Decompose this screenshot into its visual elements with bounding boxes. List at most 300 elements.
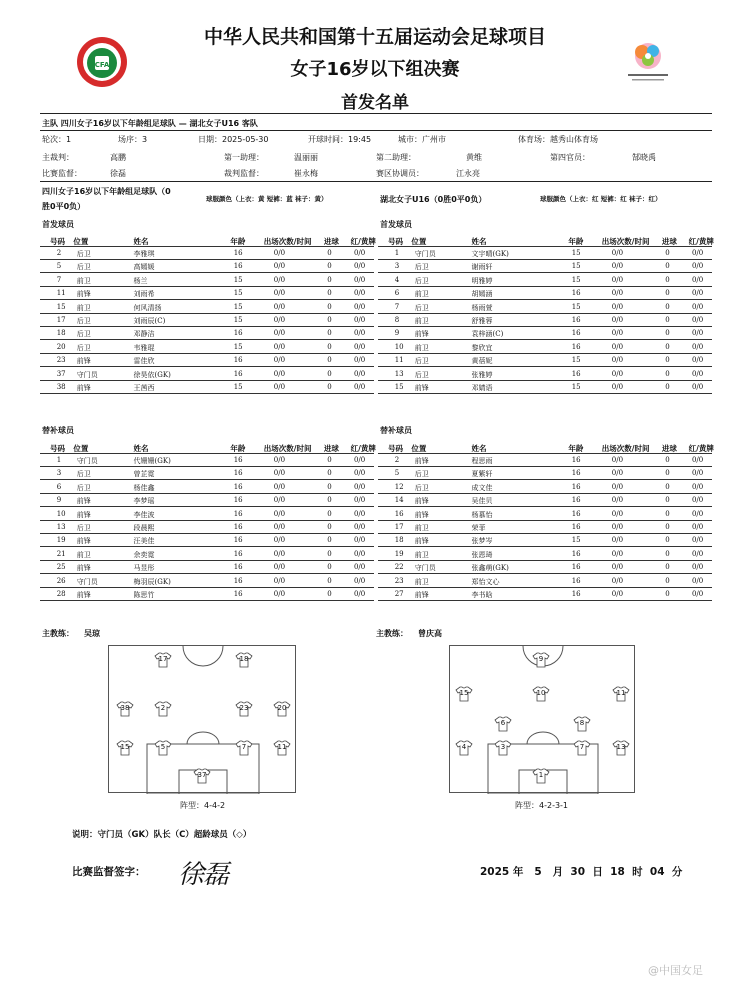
signature-handwriting: 徐磊 <box>178 860 229 890</box>
cell-no: 26 <box>56 576 66 585</box>
fourth-label: 第四官员： <box>550 153 590 162</box>
away-kit: 球服颜色（上衣：红 短裤：红 袜子：红） <box>540 195 662 203</box>
shirt-number: 11 <box>277 743 287 751</box>
ar1: 温丽丽 <box>294 153 318 162</box>
cell-age: 16 <box>233 482 243 491</box>
table-row <box>378 521 712 534</box>
cell-pos: 后卫 <box>76 263 91 272</box>
shirt-number: 10 <box>536 689 546 697</box>
away-player-shirt <box>573 716 591 732</box>
cell-cards: 0/0 <box>353 590 366 598</box>
cell-apps: 0/0 <box>611 536 624 545</box>
away-player-shirt <box>532 686 550 702</box>
cell-apps: 0/0 <box>611 329 624 338</box>
cell-goals: 0 <box>327 262 332 271</box>
cell-goals: 0 <box>327 275 332 284</box>
match-date: 日期：2025-05-30 <box>198 135 269 144</box>
cell-age: 15 <box>571 383 581 391</box>
teams-label: 主队 四川女子16岁以下年龄组足球队 — 湖北女子U16 客队 <box>42 119 258 128</box>
table-row <box>378 494 712 507</box>
match-no: 场序：3 <box>118 135 148 144</box>
cell-name: 陈思竹 <box>133 591 155 599</box>
cell-apps: 0/0 <box>273 456 286 464</box>
cell-cards: 0/0 <box>691 302 704 311</box>
table-row <box>40 368 374 381</box>
commissioner: 徐磊 <box>110 169 126 178</box>
shirt-number: 5 <box>160 743 166 751</box>
cell-pos: 前锋 <box>414 537 429 546</box>
cell-goals: 0 <box>327 342 332 351</box>
cell-no: 10 <box>56 509 66 518</box>
col-header-no: 号码 <box>50 237 66 246</box>
cell-cards: 0/0 <box>353 316 366 324</box>
col-header-pos: 位置 <box>73 444 89 453</box>
table-row <box>378 301 712 314</box>
cell-goals: 0 <box>327 523 332 531</box>
col-header-age: 年龄 <box>568 237 584 246</box>
cell-name: 明雅婷 <box>471 276 493 285</box>
home-starters-label: 首发球员 <box>42 220 74 229</box>
table-row <box>40 301 374 314</box>
cell-cards: 0/0 <box>353 576 366 585</box>
cell-cards: 0/0 <box>353 329 366 338</box>
cell-no: 8 <box>394 316 400 324</box>
cell-cards: 0/0 <box>353 536 366 545</box>
cell-apps: 0/0 <box>611 356 624 365</box>
cell-apps: 0/0 <box>611 275 624 284</box>
cell-goals: 0 <box>665 496 670 505</box>
table-row <box>40 260 374 273</box>
away-player-shirt <box>612 686 630 702</box>
cell-no: 6 <box>394 289 400 298</box>
cell-goals: 0 <box>665 523 670 531</box>
away-player-shirt <box>532 768 550 784</box>
cell-apps: 0/0 <box>273 536 286 545</box>
cell-age: 15 <box>233 342 243 351</box>
cell-age: 16 <box>571 482 581 491</box>
col-header-age: 年龄 <box>230 444 246 453</box>
cell-goals: 0 <box>327 249 332 257</box>
shirt-number: 23 <box>239 704 249 712</box>
cell-goals: 0 <box>665 563 670 572</box>
cell-no: 9 <box>56 496 62 505</box>
cell-apps: 0/0 <box>611 496 624 505</box>
home-player-shirt <box>154 740 172 756</box>
cell-goals: 0 <box>327 509 332 518</box>
cell-apps: 0/0 <box>611 590 624 598</box>
cell-apps: 0/0 <box>611 302 624 311</box>
away-player-shirt <box>455 740 473 756</box>
table-row <box>378 508 712 521</box>
cell-age: 16 <box>571 316 581 324</box>
cell-age: 15 <box>233 289 243 298</box>
cell-goals: 0 <box>327 590 332 598</box>
table-row <box>40 274 374 287</box>
cell-name: 杨雨萱 <box>471 303 493 312</box>
cell-cards: 0/0 <box>353 289 366 298</box>
cell-cards: 0/0 <box>691 456 704 464</box>
cell-name: 黄蓓妮 <box>471 357 493 366</box>
cell-age: 16 <box>571 329 581 338</box>
cell-cards: 0/0 <box>353 262 366 271</box>
cell-pos: 后卫 <box>76 483 91 492</box>
table-row <box>378 467 712 480</box>
cell-no: 27 <box>394 590 404 598</box>
cell-age: 16 <box>233 523 243 531</box>
away-subs-label: 替补球员 <box>380 426 412 435</box>
cell-goals: 0 <box>665 549 670 558</box>
cell-pos: 后卫 <box>76 470 91 479</box>
cell-name: 邓静洁 <box>133 330 155 339</box>
cell-name: 李佳波 <box>133 510 155 519</box>
home-player-shirt <box>154 652 172 668</box>
cell-apps: 0/0 <box>273 356 286 365</box>
cell-pos: 前锋 <box>414 330 429 339</box>
referee-label: 主裁判： <box>42 153 74 162</box>
cell-cards: 0/0 <box>353 523 366 531</box>
referee: 高鹏 <box>110 153 126 162</box>
col-header-no: 号码 <box>388 444 404 453</box>
cell-goals: 0 <box>327 302 332 311</box>
cell-apps: 0/0 <box>273 316 286 324</box>
table-row <box>40 561 374 574</box>
cell-cards: 0/0 <box>353 496 366 505</box>
cell-pos: 前锋 <box>414 591 429 599</box>
cell-goals: 0 <box>665 456 670 464</box>
table-header <box>378 234 712 247</box>
cell-cards: 0/0 <box>353 383 366 391</box>
cell-cards: 0/0 <box>691 316 704 324</box>
cell-apps: 0/0 <box>273 329 286 338</box>
cell-name: 代姗姗(GK) <box>133 457 171 465</box>
cell-pos: 后卫 <box>414 483 429 492</box>
cell-age: 16 <box>571 342 581 351</box>
table-row <box>40 381 374 394</box>
cell-name: 梅羽辰(GK) <box>133 577 171 586</box>
cell-cards: 0/0 <box>353 369 366 378</box>
cell-age: 16 <box>233 509 243 518</box>
cell-apps: 0/0 <box>273 482 286 491</box>
cell-name: 张恩琦 <box>471 550 493 559</box>
cell-pos: 后卫 <box>414 276 429 285</box>
cell-no: 13 <box>56 523 66 531</box>
home-player-shirt <box>273 701 291 717</box>
cell-no: 7 <box>394 302 400 311</box>
home-player-shirt <box>116 701 134 717</box>
away-player-shirt <box>494 740 512 756</box>
cell-pos: 前卫 <box>76 550 91 559</box>
cell-cards: 0/0 <box>353 249 366 257</box>
cell-name: 杨慕怡 <box>471 510 493 519</box>
cell-age: 16 <box>233 262 243 271</box>
fourth-official: 郜晓禹 <box>632 153 656 162</box>
cell-no: 7 <box>56 275 62 284</box>
cell-pos: 前卫 <box>414 577 429 586</box>
cell-goals: 0 <box>665 383 670 391</box>
ar1-label: 第一助理： <box>224 153 264 162</box>
home-player-shirt <box>154 701 172 717</box>
cell-apps: 0/0 <box>273 342 286 351</box>
shirt-number: 7 <box>579 743 585 751</box>
cell-age: 16 <box>571 469 581 478</box>
cell-cards: 0/0 <box>353 302 366 311</box>
table-row <box>40 454 374 467</box>
cell-age: 15 <box>571 302 581 311</box>
cell-goals: 0 <box>327 469 332 478</box>
cell-name: 张雅婷 <box>471 370 493 379</box>
cell-age: 15 <box>233 316 243 324</box>
cell-apps: 0/0 <box>273 469 286 478</box>
cell-name: 张鑫萌(GK) <box>471 564 509 573</box>
cell-age: 16 <box>233 249 243 257</box>
cell-apps: 0/0 <box>273 523 286 531</box>
cell-pos: 前锋 <box>76 510 91 519</box>
cell-pos: 前锋 <box>76 384 91 392</box>
cell-cards: 0/0 <box>691 383 704 391</box>
cell-apps: 0/0 <box>273 576 286 585</box>
shirt-number: 38 <box>120 704 130 712</box>
cell-goals: 0 <box>327 329 332 338</box>
table-row <box>378 548 712 561</box>
page-title: 中华人民共和国第十五届运动会足球项目 <box>203 26 546 48</box>
city: 城市：广州市 <box>398 135 446 144</box>
table-row <box>378 588 712 601</box>
cell-name: 文宇晴(GK) <box>471 250 509 258</box>
divider <box>40 113 712 114</box>
table-row <box>40 494 374 507</box>
table-row <box>40 341 374 354</box>
cell-goals: 0 <box>327 383 332 391</box>
table-row <box>378 368 712 381</box>
cell-age: 16 <box>233 576 243 585</box>
col-header-cards: 红/黄牌 <box>350 444 376 453</box>
cell-age: 16 <box>233 563 243 572</box>
cell-cards: 0/0 <box>691 275 704 284</box>
home-team-record: 胜0平0负） <box>42 202 86 211</box>
cell-age: 16 <box>571 576 581 585</box>
table-row <box>40 481 374 494</box>
cell-name: 刘雨希 <box>133 290 155 299</box>
cell-apps: 0/0 <box>611 383 624 391</box>
home-player-shirt <box>235 740 253 756</box>
cell-pos: 前锋 <box>414 510 429 519</box>
cell-name: 吴佳贝 <box>471 497 493 506</box>
cell-goals: 0 <box>665 482 670 491</box>
cell-age: 15 <box>233 302 243 311</box>
stadium: 体育场：越秀山体育场 <box>518 135 598 144</box>
away-player-shirt <box>455 686 473 702</box>
cell-no: 22 <box>394 563 404 572</box>
away-player-shirt <box>532 652 550 668</box>
table-header <box>40 441 374 454</box>
cell-age: 15 <box>233 275 243 284</box>
cell-no: 18 <box>394 536 404 545</box>
cell-cards: 0/0 <box>691 590 704 598</box>
cell-goals: 0 <box>665 329 670 338</box>
ar2-label: 第二助理： <box>376 153 416 162</box>
cell-cards: 0/0 <box>691 469 704 478</box>
col-header-cards: 红/黄牌 <box>350 237 376 246</box>
commissioner-label: 比赛监督： <box>42 169 82 178</box>
cell-name: 余奕霓 <box>133 550 155 559</box>
assessor: 崔永梅 <box>294 169 318 178</box>
cell-pos: 前卫 <box>414 343 429 352</box>
shirt-number: 15 <box>120 743 130 751</box>
cell-apps: 0/0 <box>273 563 286 572</box>
table-row <box>40 548 374 561</box>
cell-no: 25 <box>56 563 66 572</box>
cell-cards: 0/0 <box>691 496 704 505</box>
cell-age: 16 <box>233 496 243 505</box>
cell-apps: 0/0 <box>273 262 286 271</box>
shirt-number: 37 <box>197 771 207 779</box>
cell-age: 16 <box>571 456 581 464</box>
col-header-age: 年龄 <box>568 444 584 453</box>
cell-goals: 0 <box>665 590 670 598</box>
cell-cards: 0/0 <box>353 563 366 572</box>
cell-pos: 后卫 <box>414 370 429 379</box>
col-header-goals: 进球 <box>323 444 339 453</box>
table-header <box>378 441 712 454</box>
cell-name: 杨佳鑫 <box>133 483 155 492</box>
cell-pos: 前锋 <box>414 384 429 392</box>
cell-apps: 0/0 <box>273 249 286 257</box>
cell-apps: 0/0 <box>273 496 286 505</box>
cell-apps: 0/0 <box>611 289 624 298</box>
away-coach-label: 主教练： <box>376 629 408 638</box>
cell-no: 11 <box>394 356 404 365</box>
table-row <box>40 354 374 367</box>
table-row <box>378 454 712 467</box>
away-player-shirt <box>573 740 591 756</box>
cell-cards: 0/0 <box>691 482 704 491</box>
col-header-name: 姓名 <box>133 237 149 246</box>
cell-cards: 0/0 <box>691 342 704 351</box>
cell-age: 16 <box>233 329 243 338</box>
cell-apps: 0/0 <box>273 275 286 284</box>
cell-name: 李雅琪 <box>133 250 155 258</box>
table-row <box>378 314 712 327</box>
cell-name: 成文佳 <box>471 483 493 492</box>
cell-goals: 0 <box>327 576 332 585</box>
cell-age: 16 <box>233 456 243 464</box>
home-formation: 阵型：4-4-2 <box>180 801 226 810</box>
watermark: @中国女足 <box>648 964 703 977</box>
cell-goals: 0 <box>665 342 670 351</box>
table-row <box>378 247 712 260</box>
table-row <box>378 381 712 394</box>
cell-pos: 后卫 <box>76 524 91 532</box>
table-row <box>40 534 374 547</box>
cell-name: 胡嫣涵 <box>471 290 493 299</box>
cell-name: 韦雅琨 <box>133 343 155 352</box>
shirt-number: 1 <box>538 771 544 779</box>
cell-pos: 前卫 <box>76 276 91 285</box>
cell-cards: 0/0 <box>691 262 704 271</box>
cell-age: 15 <box>571 536 581 545</box>
col-header-goals: 进球 <box>661 444 677 453</box>
cell-pos: 后卫 <box>76 330 91 339</box>
cell-no: 17 <box>394 523 404 531</box>
home-subs-label: 替补球员 <box>42 426 74 435</box>
cell-no: 9 <box>394 329 400 338</box>
col-header-goals: 进球 <box>323 237 339 246</box>
cell-goals: 0 <box>327 356 332 365</box>
cell-name: 马昱彤 <box>133 564 155 573</box>
table-row <box>40 467 374 480</box>
cell-apps: 0/0 <box>273 289 286 298</box>
cell-age: 16 <box>571 563 581 572</box>
table-row <box>378 481 712 494</box>
table-row <box>378 575 712 588</box>
legend-note: 说明：守门员（GK）队长（C）超龄球员（◇） <box>72 830 252 840</box>
cell-name: 邓婧语 <box>471 384 493 392</box>
cell-no: 16 <box>394 509 404 518</box>
col-header-name: 姓名 <box>133 444 149 453</box>
shirt-number: 17 <box>158 655 168 663</box>
col-header-apps: 出场次数/时间 <box>263 444 312 453</box>
table-row <box>378 287 712 300</box>
cell-age: 15 <box>571 275 581 284</box>
cell-name: 段晨熙 <box>133 524 155 532</box>
away-coach: 曾庆高 <box>418 629 442 638</box>
cell-pos: 前锋 <box>76 564 91 573</box>
cell-goals: 0 <box>327 482 332 491</box>
cell-goals: 0 <box>665 509 670 518</box>
col-header-pos: 位置 <box>411 237 427 246</box>
cell-goals: 0 <box>665 249 670 257</box>
cell-goals: 0 <box>665 576 670 585</box>
cell-age: 16 <box>233 469 243 478</box>
cell-apps: 0/0 <box>611 509 624 518</box>
cell-cards: 0/0 <box>353 456 366 464</box>
cell-name: 何风清扬 <box>133 303 162 312</box>
col-header-pos: 位置 <box>73 237 89 246</box>
cell-no: 37 <box>56 369 66 378</box>
col-header-apps: 出场次数/时间 <box>263 237 312 246</box>
cell-age: 16 <box>571 496 581 505</box>
table-row <box>378 274 712 287</box>
cell-no: 19 <box>56 536 66 545</box>
cfa-logo-text: CFA <box>94 61 110 69</box>
cell-no: 2 <box>56 249 62 257</box>
shirt-number: 6 <box>500 719 506 727</box>
cell-apps: 0/0 <box>273 549 286 558</box>
cell-cards: 0/0 <box>691 549 704 558</box>
cell-apps: 0/0 <box>273 590 286 598</box>
cell-pos: 前锋 <box>76 290 91 299</box>
col-header-name: 姓名 <box>471 444 487 453</box>
col-header-apps: 出场次数/时间 <box>601 237 650 246</box>
cell-pos: 前卫 <box>76 303 91 312</box>
home-player-shirt <box>116 740 134 756</box>
cell-apps: 0/0 <box>611 316 624 324</box>
cell-age: 16 <box>233 536 243 545</box>
cell-age: 16 <box>571 289 581 298</box>
cell-name: 雷佳欣 <box>133 357 155 366</box>
cell-cards: 0/0 <box>353 509 366 518</box>
cell-age: 16 <box>571 590 581 598</box>
cell-goals: 0 <box>665 316 670 324</box>
shirt-number: 4 <box>461 743 467 751</box>
cell-cards: 0/0 <box>691 536 704 545</box>
divider <box>40 130 712 131</box>
cell-apps: 0/0 <box>273 369 286 378</box>
cell-apps: 0/0 <box>611 469 624 478</box>
cell-pos: 前锋 <box>76 497 91 506</box>
ar2: 黄维 <box>466 153 482 162</box>
cell-goals: 0 <box>327 563 332 572</box>
